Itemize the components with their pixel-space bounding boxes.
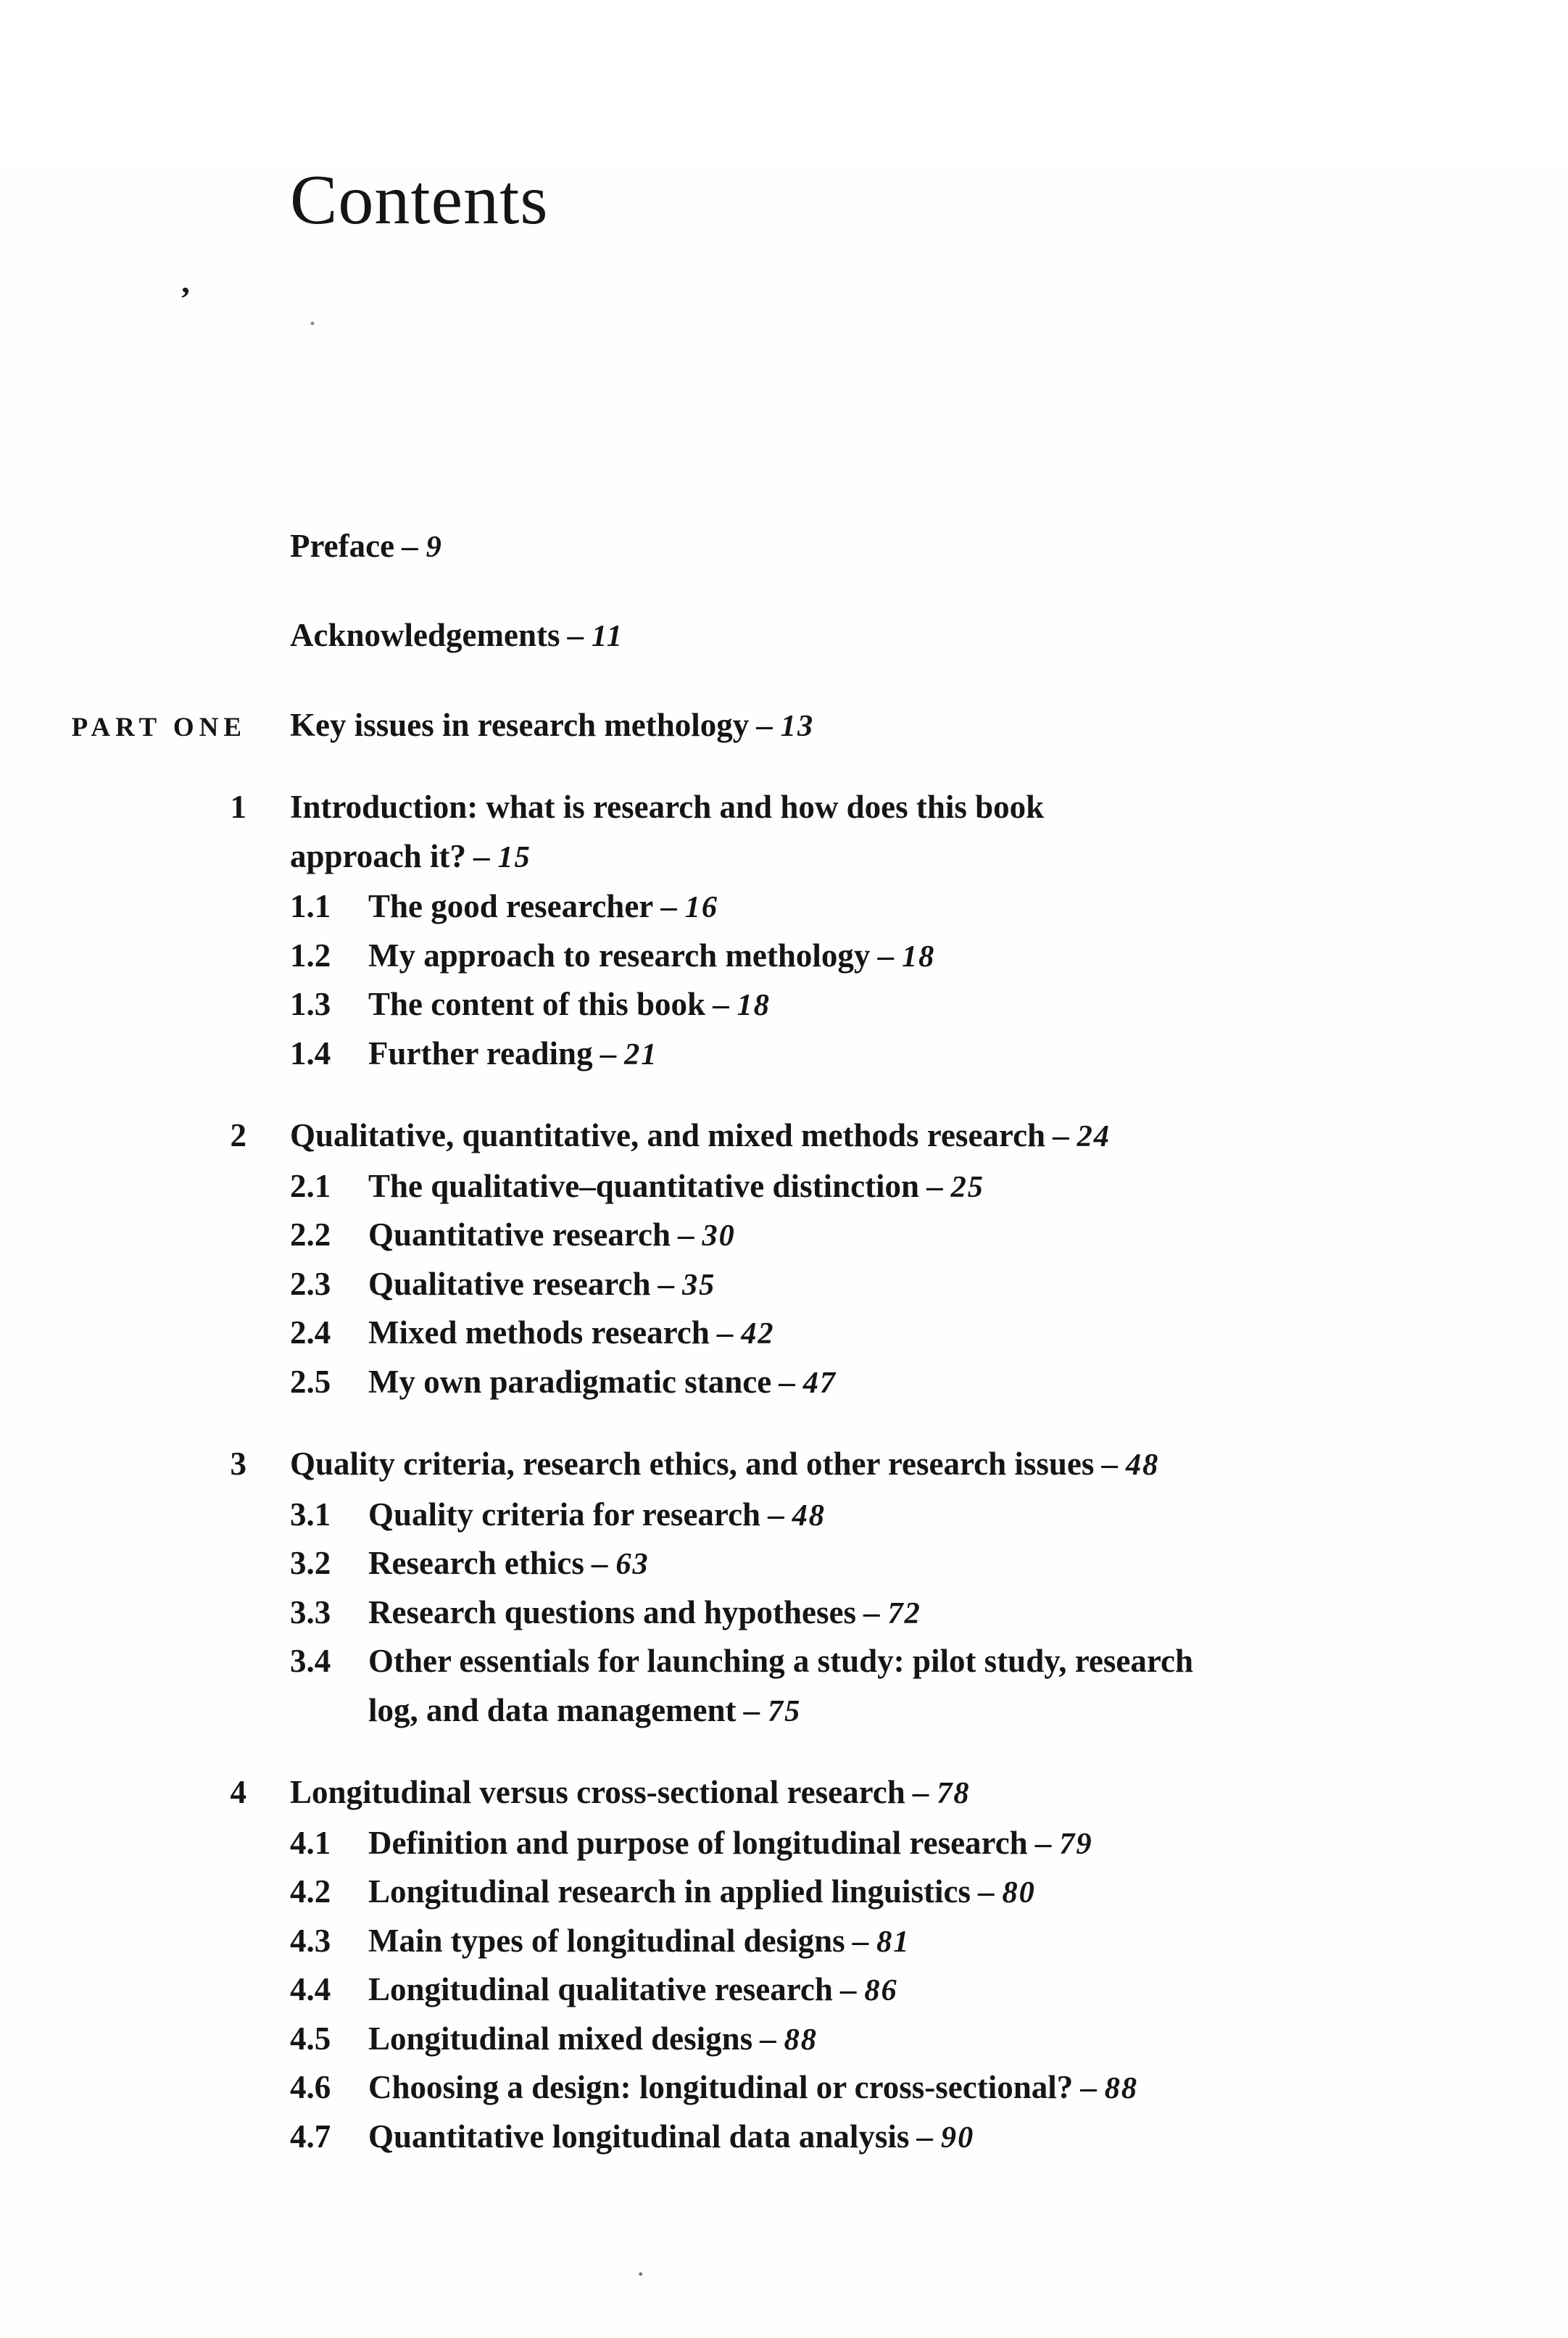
section-title: My own paradigmatic stance – 47 [368, 1363, 837, 1400]
chapter-title: Qualitative, quantitative, and mixed methods research [290, 1117, 1046, 1154]
page-number: 30 [702, 1219, 736, 1253]
dash-separator: – [1080, 2069, 1097, 2106]
scan-artifact-dot: . [638, 2257, 644, 2281]
page-number: 86 [864, 1973, 898, 2008]
section-number: 4.5 [290, 2020, 331, 2057]
dash-separator: – [768, 1496, 784, 1533]
dash-separator: – [658, 1265, 675, 1302]
section-row [290, 2063, 1421, 2113]
section-row [290, 1211, 1421, 1260]
section-title: The good researcher – 16 [368, 888, 719, 925]
section-row [290, 1260, 1421, 1309]
dash-separator: – [912, 1774, 929, 1811]
chapter-number-gutter [0, 783, 290, 832]
section-title: Research ethics – 63 [368, 1545, 650, 1582]
section-title: The content of this book – 18 [368, 986, 771, 1023]
chapter-number-gutter [0, 1768, 290, 1817]
section-row [290, 1029, 1421, 1079]
section-row [290, 1637, 1421, 1735]
section-row [290, 1819, 1421, 1868]
section-number: 3.3 [290, 1593, 331, 1630]
scanned-contents-page [0, 163, 1568, 2338]
chapter-title: Quality criteria, research ethics, and other research issues [290, 1446, 1095, 1483]
chapter-number: 2 [230, 1117, 246, 1154]
section-number: 3.4 [290, 1643, 331, 1680]
chapter-3-block [0, 1440, 1568, 1735]
section-number: 2.4 [290, 1314, 331, 1351]
section-title: Quantitative longitudinal data analysis – 90 [368, 2118, 975, 2155]
chapter-4-block [0, 1768, 1568, 2161]
entry-title: Preface [290, 527, 395, 564]
section-number: 3.2 [290, 1545, 331, 1582]
section-row [290, 1965, 1421, 2015]
page-number: 48 [792, 1498, 826, 1533]
section-row [290, 2113, 1421, 2162]
section-row [290, 1539, 1421, 1588]
part-label: PART ONE [71, 712, 246, 742]
section-row [290, 882, 1421, 932]
chapter-1-block [0, 783, 1568, 1078]
page-number: 21 [624, 1037, 658, 1071]
page-number: 48 [1125, 1448, 1160, 1483]
section-title: My approach to research methology – 18 [368, 937, 936, 974]
section-number: 2.5 [290, 1363, 331, 1400]
page-number: 90 [940, 2120, 975, 2155]
page-number: 88 [1104, 2071, 1139, 2106]
chapter-number: 3 [230, 1446, 246, 1483]
section-title [368, 1637, 1193, 1735]
page-number: 47 [802, 1365, 837, 1400]
dash-separator: – [756, 706, 773, 743]
chapter-row [0, 783, 1568, 881]
dash-separator: – [926, 1167, 943, 1204]
section-row [290, 932, 1421, 981]
page-number: 35 [682, 1267, 716, 1302]
section-number: 3.1 [290, 1496, 331, 1533]
section-row [290, 1868, 1421, 1917]
page-number: 18 [737, 988, 771, 1023]
section-title-line: log, and data management – 75 [368, 1691, 802, 1728]
dash-separator: – [916, 2118, 933, 2155]
chapter-2-block [0, 1111, 1568, 1406]
dash-separator: – [779, 1363, 795, 1400]
page-number: 63 [615, 1547, 650, 1582]
section-title: Qualitative research – 35 [368, 1265, 716, 1302]
sections-row [0, 1817, 1568, 2162]
section-number: 4.6 [290, 2069, 331, 2106]
toc-entry-acknowledgements [0, 611, 1568, 660]
page-number: 72 [887, 1596, 921, 1630]
dash-separator: – [713, 986, 729, 1023]
page-title: Contents [290, 161, 549, 239]
sections-row [0, 881, 1568, 1078]
section-number: 4.1 [290, 1824, 331, 1861]
section-row [290, 1491, 1421, 1540]
page-number: 24 [1077, 1119, 1111, 1154]
page-number: 16 [684, 890, 719, 925]
dash-separator: – [600, 1035, 617, 1071]
section-title: Longitudinal qualitative research – 86 [368, 1971, 898, 2008]
chapter-number: 1 [230, 789, 246, 826]
page-number: 18 [901, 939, 936, 974]
dash-separator: – [473, 837, 490, 874]
dash-separator: – [567, 617, 584, 654]
dash-separator: – [1053, 1117, 1069, 1154]
chapter-number: 4 [230, 1774, 246, 1811]
section-title: Main types of longitudinal designs – 81 [368, 1922, 910, 1959]
page-number: 81 [876, 1924, 910, 1959]
section-number: 4.3 [290, 1922, 331, 1959]
page-number: 42 [741, 1317, 775, 1351]
section-title: Longitudinal research in applied linguistics – 80 [368, 1873, 1036, 1910]
part-label-gutter [0, 701, 290, 748]
scan-artifact-mark: ’ [180, 280, 191, 317]
scan-artifact-dot: · [309, 312, 317, 336]
dash-separator: – [760, 2020, 776, 2057]
chapter-title-line: approach it? – 15 [290, 837, 531, 874]
page-number: 13 [780, 708, 815, 743]
page-number: 75 [768, 1694, 802, 1728]
page-number: 25 [950, 1169, 984, 1204]
section-number: 1.1 [290, 888, 331, 925]
section-title: Longitudinal mixed designs – 88 [368, 2020, 818, 2057]
section-row [290, 1917, 1421, 1966]
section-row [290, 980, 1421, 1029]
chapter-title-line: Introduction: what is research and how does this book [290, 789, 1045, 826]
chapter-row [0, 1440, 1568, 1489]
section-row [290, 1162, 1421, 1211]
dash-separator: – [591, 1545, 608, 1582]
dash-separator: – [678, 1216, 694, 1253]
chapter-title: Longitudinal versus cross-sectional research [290, 1774, 905, 1811]
page-number: 9 [426, 529, 443, 564]
toc-entry-part-one [0, 701, 1568, 750]
section-title: Research questions and hypotheses – 72 [368, 1593, 921, 1630]
section-number: 2.2 [290, 1216, 331, 1253]
section-number: 4.4 [290, 1971, 331, 2008]
section-title: Quality criteria for research – 48 [368, 1496, 826, 1533]
dash-separator: – [852, 1922, 869, 1959]
page-number: 88 [784, 2022, 818, 2057]
dash-separator: – [877, 937, 894, 974]
page-number: 80 [1002, 1875, 1036, 1910]
dash-separator: – [1101, 1446, 1118, 1483]
dash-separator: – [716, 1314, 734, 1351]
dash-separator: – [863, 1593, 880, 1630]
section-row [290, 1358, 1421, 1407]
dash-separator: – [1034, 1824, 1052, 1861]
part-title: Key issues in research methology [290, 706, 750, 743]
chapter-number-gutter [0, 1440, 290, 1489]
dash-separator: – [978, 1873, 995, 1910]
section-title: The qualitative–quantitative distinction – 25 [368, 1167, 984, 1204]
section-number: 4.2 [290, 1873, 331, 1910]
section-number: 2.3 [290, 1265, 331, 1302]
chapter-number-gutter [0, 1111, 290, 1161]
toc-entry-preface [0, 522, 1568, 571]
sections-row [0, 1489, 1568, 1736]
section-title: Choosing a design: longitudinal or cross-sectional? – 88 [368, 2069, 1139, 2106]
section-title: Further reading – 21 [368, 1035, 658, 1071]
page-number: 78 [937, 1776, 971, 1811]
chapter-row [0, 1768, 1568, 1817]
section-title-line: Other essentials for launching a study: pilot study, research [368, 1643, 1194, 1680]
page-number: 15 [497, 840, 531, 874]
section-number: 1.3 [290, 986, 331, 1023]
chapter-row [0, 1111, 1568, 1161]
section-title: Definition and purpose of longitudinal research – 79 [368, 1824, 1093, 1861]
section-title: Quantitative research – 30 [368, 1216, 736, 1253]
section-number: 1.4 [290, 1035, 331, 1071]
dash-separator: – [839, 1971, 857, 2008]
table-of-contents [0, 522, 1568, 2162]
section-row [290, 1588, 1421, 1638]
dash-separator: – [402, 527, 418, 564]
sections-row [0, 1161, 1568, 1407]
section-number: 1.2 [290, 937, 331, 974]
section-number: 4.7 [290, 2118, 331, 2155]
entry-title: Acknowledgements [290, 617, 560, 654]
dash-separator: – [743, 1691, 760, 1728]
section-row [290, 2015, 1421, 2064]
section-title: Mixed methods research – 42 [368, 1314, 775, 1351]
dash-separator: – [660, 888, 677, 925]
page-number: 11 [591, 619, 623, 654]
page-number: 79 [1059, 1826, 1093, 1861]
section-number: 2.1 [290, 1167, 331, 1204]
section-row [290, 1309, 1421, 1358]
